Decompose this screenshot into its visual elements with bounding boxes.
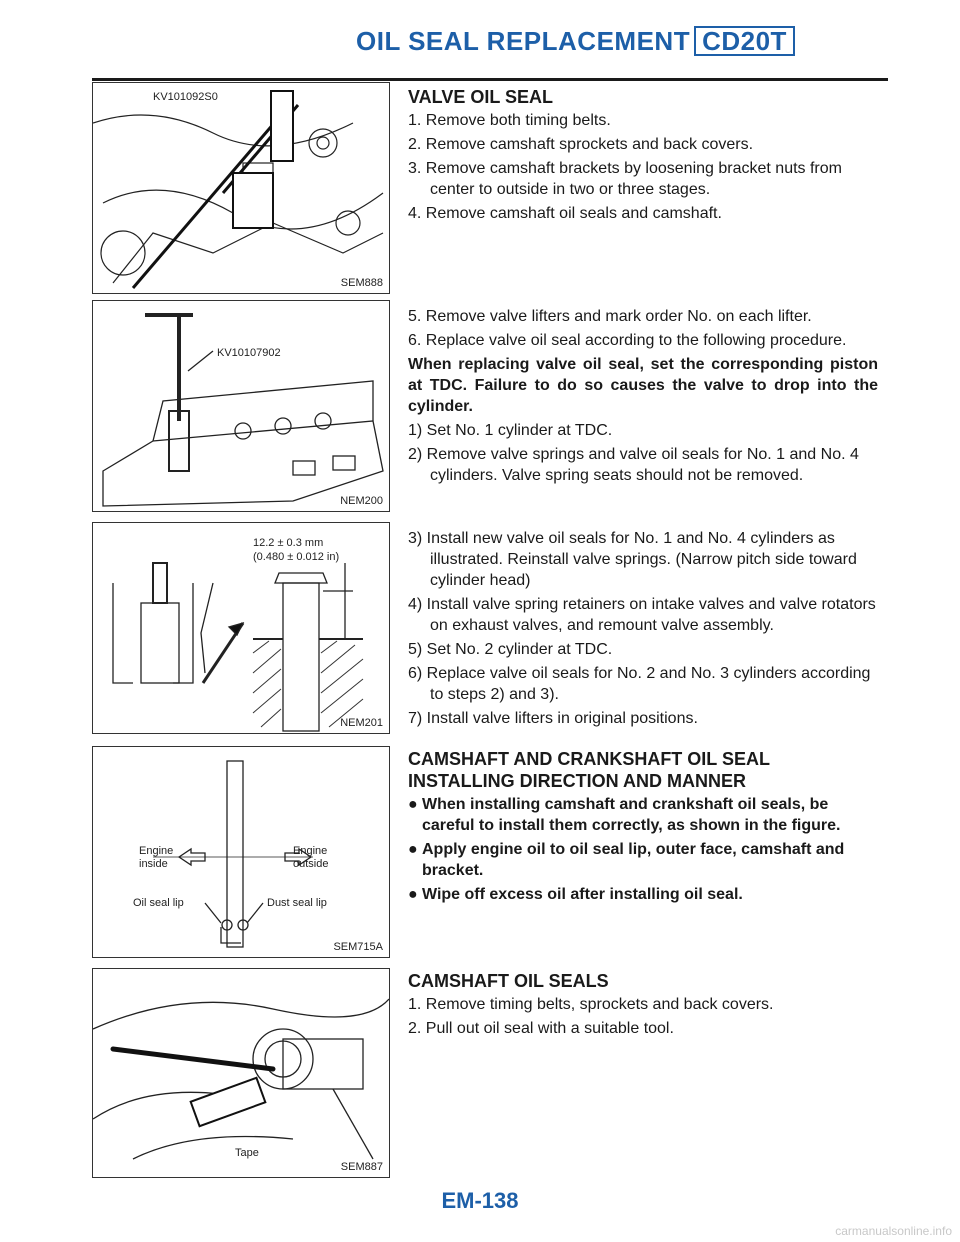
title-text: OIL SEAL REPLACEMENT (356, 26, 691, 56)
substep: 2) Remove valve springs and valve oil seals for No. 1 and No. 4 cylinders. Valve spring seats should not be removed. (408, 446, 859, 484)
step: 6. Replace valve oil seal according to the following procedure. (408, 332, 847, 349)
substep: 5) Set No. 2 cylinder at TDC. (408, 641, 613, 658)
figure-nem200 (92, 300, 390, 512)
bullet-marker: ● (408, 796, 418, 813)
engine-outside-label: Engine outside (293, 845, 329, 870)
model-badge: CD20T (694, 26, 795, 56)
page-number: EM-138 (441, 1188, 519, 1213)
section-valve-oil-seal (408, 86, 878, 227)
figure-code: NEM200 (340, 495, 383, 507)
bullet-text: When installing camshaft and crankshaft oil seals, be careful to install them correctly, as shown in the figure. (422, 796, 841, 834)
tape-label: Tape (235, 1147, 259, 1159)
section-heading: CAMSHAFT OIL SEALS (408, 971, 609, 991)
substep: 1) Set No. 1 cylinder at TDC. (408, 422, 613, 439)
step: 3. Remove camshaft brackets by loosening bracket nuts from center to outside in two or three stages. (408, 160, 842, 198)
tool-label: KV10107902 (217, 347, 281, 359)
section-heading: CAMSHAFT AND CRANKSHAFT OIL SEAL INSTALLING DIRECTION AND MANNER (408, 749, 770, 791)
bullet-marker: ● (408, 886, 418, 903)
figure-code: NEM201 (340, 717, 383, 729)
figure-code: SEM715A (333, 941, 383, 953)
section-oil-seal-direction (408, 748, 878, 908)
section-heading: VALVE OIL SEAL (408, 87, 554, 107)
figure-code: SEM888 (340, 277, 383, 289)
tool-label: KV101092S0 (153, 91, 218, 103)
header-rule (92, 78, 888, 81)
bullet-item (408, 794, 878, 836)
step: 2. Remove camshaft sprockets and back covers. (408, 136, 754, 153)
dust-seal-lip-label: Dust seal lip (267, 897, 327, 909)
figure-sem715a (92, 746, 390, 958)
section-valve-install (408, 528, 878, 732)
substep: 7) Install valve lifters in original positions. (408, 710, 698, 727)
bullet-text: Apply engine oil to oil seal lip, outer face, camshaft and bracket. (422, 841, 845, 879)
figure-sem887 (92, 968, 390, 1178)
sem715a-illustration (93, 747, 389, 957)
step: 1. Remove timing belts, sprockets and back covers. (408, 996, 774, 1013)
bullet-text: Wipe off excess oil after installing oil seal. (422, 886, 743, 903)
bullet-marker: ● (408, 841, 418, 858)
sem887-illustration (93, 969, 389, 1177)
step: 1. Remove both timing belts. (408, 112, 611, 129)
warning-text: When replacing valve oil seal, set the corresponding piston at TDC. Failure to do so causes the valve to drop into the cylinder. (408, 356, 878, 415)
section-valve-procedure (408, 306, 878, 489)
bullet-item (408, 839, 878, 881)
sem888-illustration (93, 83, 389, 293)
nem200-illustration (93, 301, 389, 511)
dimension-in: (0.480 ± 0.012 in) (253, 551, 340, 563)
page-title (356, 26, 795, 57)
step: 5. Remove valve lifters and mark order No. on each lifter. (408, 308, 812, 325)
section-camshaft-oil-seals (408, 970, 878, 1042)
substep: 3) Install new valve oil seals for No. 1 and No. 4 cylinders as illustrated. Reinstall valve springs. (Narrow pitch side toward cylinder head) (408, 530, 857, 589)
figure-code: SEM887 (340, 1161, 383, 1173)
dimension-mm: 12.2 ± 0.3 mm (253, 537, 324, 549)
engine-inside-label: Engine inside (139, 845, 174, 870)
bullet-item (408, 884, 878, 905)
nem201-illustration (93, 523, 389, 733)
substep: 4) Install valve spring retainers on intake valves and valve rotators on exhaust valves, and remount valve assembly. (408, 596, 876, 634)
watermark: carmanualsonline.info (835, 1224, 952, 1238)
oil-seal-lip-label: Oil seal lip (133, 897, 184, 909)
figure-sem888 (92, 82, 390, 294)
substep: 6) Replace valve oil seals for No. 2 and No. 3 cylinders according to steps 2) and 3). (408, 665, 871, 703)
step: 2. Pull out oil seal with a suitable tool. (408, 1020, 674, 1037)
figure-nem201 (92, 522, 390, 734)
step: 4. Remove camshaft oil seals and camshaft. (408, 205, 722, 222)
